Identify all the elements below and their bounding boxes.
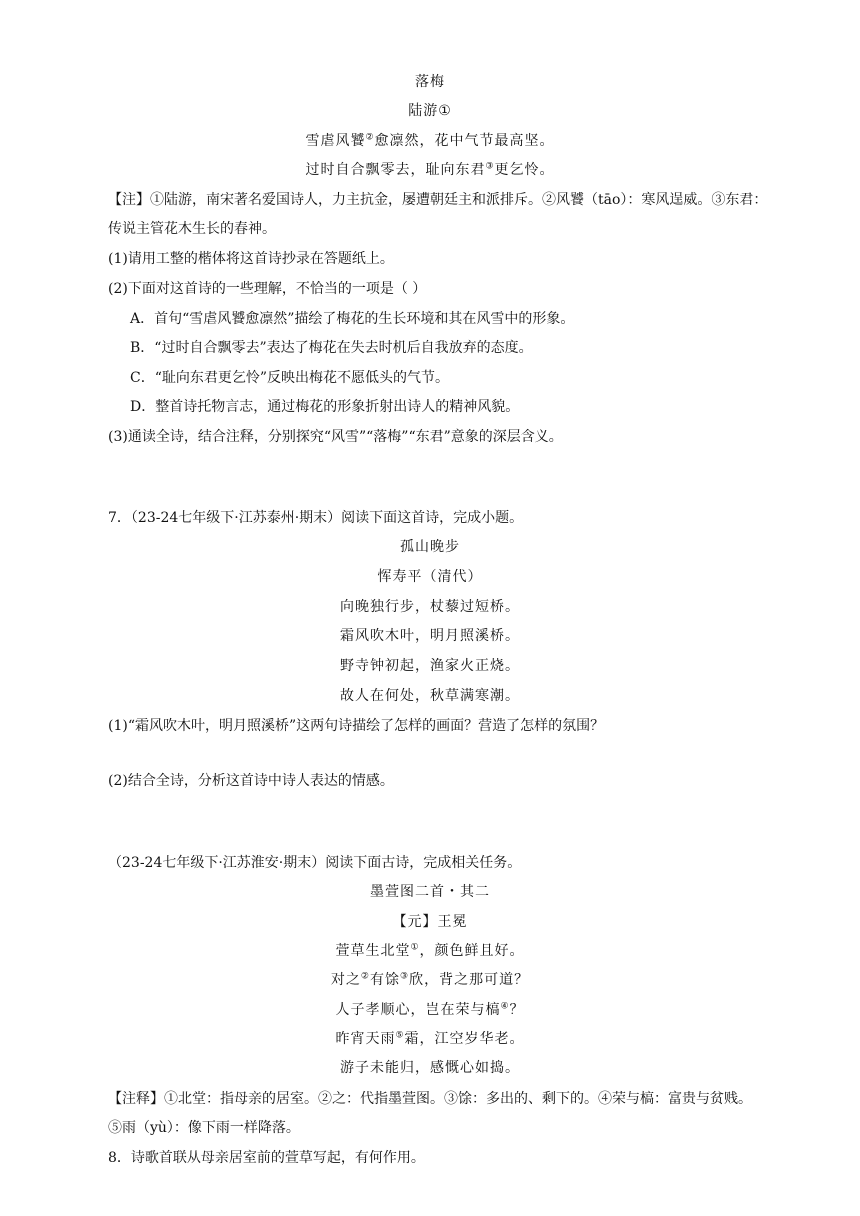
poem1-line1-part: 愈凛然，花中气节最高坚。 [374, 133, 555, 149]
poem1-line2 [0, 160, 860, 180]
q8-line-part: 对之 [330, 972, 361, 988]
q8-note-line1: 【注释】①北堂：指母亲的居室。②之：代指墨萱图。③馀：多出的、剩下的。④荣与槁：富贵与贫贱。 [108, 1091, 752, 1107]
q8-line-part: 人子孝顺心，岂在荣与槁 [335, 1002, 501, 1018]
poem1-question-3: (3)通读全诗，结合注释，分别探究“风雪”“落梅”“东君”意象的深层含义。 [108, 429, 563, 445]
q8-poem-title: 墨萱图二首・其二 [370, 884, 490, 900]
poem1-note-line2: 传说主管花木生长的春神。 [108, 221, 276, 237]
poem1-line2-part: 更乞怜。 [494, 162, 555, 178]
q8-line-part: 有馀 [370, 972, 400, 988]
poem1-line2-part: 过时自合飘零去，耻向东君 [305, 162, 486, 178]
q8-line-part: 昨宵天雨 [335, 1031, 396, 1047]
footnote-mark: ⑤ [395, 1030, 405, 1041]
footnote-mark: ③ [485, 161, 495, 172]
poem1-note-line1: 【注】①陆游，南宋著名爱国诗人，力主抗金，屡遭朝廷主和派排斥。②风饕（tāo）：寒风逞威。③东君： [108, 192, 768, 208]
footnote-mark: ③ [400, 971, 410, 982]
poem1-question-2: (2)下面对这首诗的一些理解，不恰当的一项是（ ） [108, 281, 427, 297]
q8-poem-line1 [0, 941, 860, 961]
q8-note-line2: ⑤雨（yù）：像下雨一样降落。 [108, 1120, 300, 1136]
poem1-line1 [0, 131, 860, 151]
poem1-question-1: (1)请用工整的楷体将这首诗抄录在答题纸上。 [108, 251, 394, 267]
footnote-mark: ② [360, 971, 370, 982]
q8-line-part: 萱草生北堂 [335, 943, 411, 959]
poem1-author: 陆游① [408, 103, 452, 119]
q8-header: （23-24七年级下·江苏淮安·期末）阅读下面古诗，完成相关任务。 [108, 855, 522, 871]
q8-poem-line5: 游子未能归，感慨心如捣。 [340, 1060, 520, 1076]
footnote-mark: ④ [500, 1001, 510, 1012]
q8-line-part: ？ [509, 1002, 525, 1018]
q7-subquestion-2: (2)结合全诗，分析这首诗中诗人表达的情感。 [108, 773, 394, 789]
q7-header: 7．（23-24七年级下·江苏泰州·期末）阅读下面这首诗，完成小题。 [108, 510, 524, 526]
q8-line-part: 霜，江空岁华老。 [404, 1031, 525, 1047]
option-c: C．“耻向东君更乞怜”反映出梅花不愿低头的气节。 [130, 370, 450, 386]
poem1-line1-part: 雪虐风饕 [305, 133, 366, 149]
poem1-title: 落梅 [415, 74, 445, 90]
q8-poem-line3 [0, 1000, 860, 1020]
q7-poem-line: 故人在何处，秋草满寒潮。 [340, 688, 520, 704]
option-d: D．整首诗托物言志，通过梅花的形象折射出诗人的精神风貌。 [130, 399, 520, 415]
q7-poem-line: 野寺钟初起，渔家火正烧。 [340, 658, 520, 674]
q8-question: 8．诗歌首联从母亲居室前的萱草写起，有何作用。 [108, 1150, 425, 1166]
q7-poem-author: 恽寿平（清代） [377, 569, 483, 585]
footnote-mark: ② [365, 132, 375, 143]
q7-poem-title: 孤山晚步 [400, 539, 460, 555]
q8-poem-line2 [0, 970, 860, 990]
option-a: A．首句“雪虐风饕愈凛然”描绘了梅花的生长环境和其在风雪中的形象。 [130, 311, 575, 327]
footnote-mark: ① [410, 942, 420, 953]
q7-subquestion-1: (1)“霜风吹木叶，明月照溪桥”这两句诗描绘了怎样的画面？营造了怎样的氛围？ [108, 718, 605, 734]
q7-poem-line: 向晚独行步，杖藜过短桥。 [340, 599, 520, 615]
q8-poem-line4 [0, 1029, 860, 1049]
option-b: B．“过时自合飘零去”表达了梅花在失去时机后自我放弃的态度。 [130, 340, 533, 356]
q7-poem-line: 霜风吹木叶，明月照溪桥。 [340, 628, 520, 644]
q8-line-part: 欣，背之那可道？ [409, 972, 530, 988]
q8-line-part: ，颜色鲜且好。 [419, 943, 525, 959]
q8-poem-author: 【元】王冕 [392, 914, 468, 930]
